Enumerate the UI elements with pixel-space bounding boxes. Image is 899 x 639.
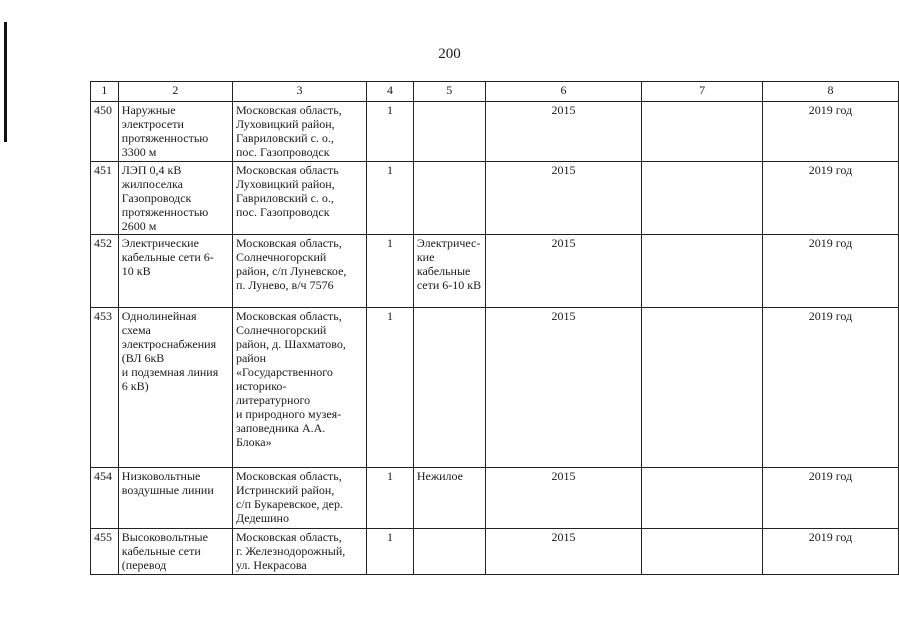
table-row bbox=[91, 162, 899, 235]
object-name: Наружные электросети протяженностью 3300 м bbox=[118, 102, 232, 162]
object-quantity: 1 bbox=[367, 102, 414, 162]
row-number: 451 bbox=[91, 162, 119, 235]
object-term: 2019 год bbox=[762, 308, 898, 468]
object-year: 2015 bbox=[485, 235, 642, 308]
registry-table bbox=[90, 81, 899, 575]
row-number: 453 bbox=[91, 308, 119, 468]
column-7-cell bbox=[642, 102, 763, 162]
object-name: Электрические кабельные сети 6- 10 кВ bbox=[118, 235, 232, 308]
column-7-cell bbox=[642, 162, 763, 235]
header-cell: 1 bbox=[91, 82, 119, 102]
header-cell: 7 bbox=[642, 82, 763, 102]
header-cell: 6 bbox=[485, 82, 642, 102]
object-purpose: Электричес- кие кабельные сети 6-10 кВ bbox=[413, 235, 485, 308]
column-7-cell bbox=[642, 308, 763, 468]
object-address: Московская область, Истринский район, с/п Букаревское, дер. Дедешино bbox=[232, 468, 366, 529]
object-year: 2015 bbox=[485, 102, 642, 162]
table-row bbox=[91, 235, 899, 308]
column-7-cell bbox=[642, 235, 763, 308]
header-cell: 3 bbox=[232, 82, 366, 102]
column-number-header-row bbox=[91, 82, 899, 102]
object-address: Московская область, Солнечногорский район, д. Шахматово, район «Государственного историко- литературного и природного музея- заповедника А.А. Блока» bbox=[232, 308, 366, 468]
object-quantity: 1 bbox=[367, 308, 414, 468]
object-year: 2015 bbox=[485, 468, 642, 529]
header-cell: 2 bbox=[118, 82, 232, 102]
object-purpose bbox=[413, 102, 485, 162]
object-term: 2019 год bbox=[762, 529, 898, 575]
table-row bbox=[91, 308, 899, 468]
object-quantity: 1 bbox=[367, 468, 414, 529]
table-row bbox=[91, 468, 899, 529]
object-name: Низковольтные воздушные линии bbox=[118, 468, 232, 529]
header-cell: 8 bbox=[762, 82, 898, 102]
object-address: Московская область Луховицкий район, Гавриловский с. о., пос. Газопроводск bbox=[232, 162, 366, 235]
row-number: 452 bbox=[91, 235, 119, 308]
object-purpose: Нежилое bbox=[413, 468, 485, 529]
object-year: 2015 bbox=[485, 529, 642, 575]
object-term: 2019 год bbox=[762, 235, 898, 308]
object-year: 2015 bbox=[485, 162, 642, 235]
row-number: 455 bbox=[91, 529, 119, 575]
object-name: Высоковольтные кабельные сети (перевод bbox=[118, 529, 232, 575]
object-purpose bbox=[413, 308, 485, 468]
object-address: Московская область, Луховицкий район, Гавриловский с. о., пос. Газопроводск bbox=[232, 102, 366, 162]
header-cell: 4 bbox=[367, 82, 414, 102]
object-purpose bbox=[413, 162, 485, 235]
object-name: ЛЭП 0,4 кВ жилпоселка Газопроводск протяженностью 2600 м bbox=[118, 162, 232, 235]
row-number: 454 bbox=[91, 468, 119, 529]
object-term: 2019 год bbox=[762, 468, 898, 529]
object-term: 2019 год bbox=[762, 102, 898, 162]
table-row bbox=[91, 529, 899, 575]
object-purpose bbox=[413, 529, 485, 575]
object-term: 2019 год bbox=[762, 162, 898, 235]
column-7-cell bbox=[642, 529, 763, 575]
object-quantity: 1 bbox=[367, 235, 414, 308]
scan-edge-mark bbox=[4, 22, 7, 142]
column-7-cell bbox=[642, 468, 763, 529]
object-address: Московская область, г. Железнодорожный, ул. Некрасова bbox=[232, 529, 366, 575]
object-address: Московская область, Солнечногорский район, с/п Луневское, п. Лунево, в/ч 7576 bbox=[232, 235, 366, 308]
object-year: 2015 bbox=[485, 308, 642, 468]
object-quantity: 1 bbox=[367, 529, 414, 575]
header-cell: 5 bbox=[413, 82, 485, 102]
row-number: 450 bbox=[91, 102, 119, 162]
object-name: Однолинейная схема электроснабжения (ВЛ 6кВ и подземная линия 6 кВ) bbox=[118, 308, 232, 468]
object-quantity: 1 bbox=[367, 162, 414, 235]
page-number: 200 bbox=[438, 46, 461, 62]
table-row bbox=[91, 102, 899, 162]
